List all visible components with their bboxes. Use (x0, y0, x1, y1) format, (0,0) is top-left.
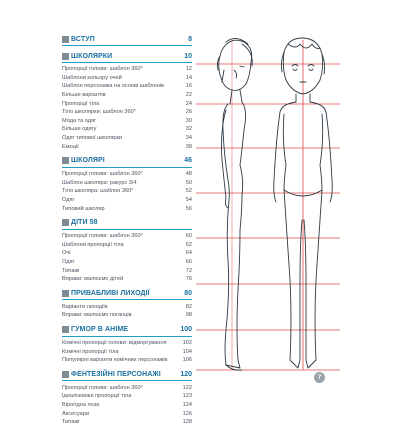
toc-entry-label: Комічні пропорції тіла (62, 348, 119, 355)
toc-entry[interactable] (62, 409, 192, 418)
toc-entry[interactable] (62, 266, 192, 275)
toc-section-title: ПРИВАБЛИВІ ЛИХОДІЇ (71, 289, 150, 297)
toc-entry[interactable] (62, 347, 192, 356)
toc-entry-page: 14 (185, 74, 192, 81)
toc-section-heading-left (62, 219, 98, 226)
toc-entry-label: Комічні пропорції голови: відморгування (62, 339, 167, 346)
toc-entry-page: 62 (185, 241, 192, 248)
toc-entry-page: 32 (185, 126, 192, 133)
proportion-guide-lines (196, 40, 340, 370)
toc-entry[interactable] (62, 241, 192, 250)
square-bullet-icon (62, 371, 69, 378)
toc-entry-label: Пропорції голови: шаблон 360° (62, 66, 143, 73)
toc-entry[interactable] (62, 179, 192, 188)
toc-entry-label: Емоції (62, 143, 79, 150)
toc-entry[interactable] (62, 383, 192, 392)
square-bullet-icon (62, 157, 69, 164)
toc-entry-label: Вправи: малюємо поганців (62, 312, 132, 319)
toc-section (62, 324, 192, 365)
toc-section (62, 217, 192, 284)
toc-entry-page: 22 (185, 92, 192, 99)
toc-section-title: ВСТУП (71, 35, 95, 43)
toc-section-title: ФЕНТЕЗІЙНІ ПЕРСОНАЖІ (71, 370, 161, 378)
toc-entry-label: Мода та одяг (62, 117, 97, 124)
toc-entry-label: Шаблони кольору очей (62, 74, 122, 81)
toc-entry[interactable] (62, 275, 192, 284)
toc-entry-label: Пропорції тіла (62, 100, 100, 107)
toc-entry[interactable] (62, 249, 192, 258)
toc-entry-label: Шаблон школяра: ракурс 3/4 (62, 179, 137, 186)
toc-section-heading-left (62, 371, 161, 378)
toc-entry-label: Шаблон персонажа на основі шаблонів (62, 83, 165, 90)
toc-entry-page: 72 (185, 267, 192, 274)
toc-entry[interactable] (62, 117, 192, 126)
toc-entry[interactable] (62, 356, 192, 365)
toc-entry-page: 60 (185, 233, 192, 240)
toc-entry-page: 98 (185, 312, 192, 319)
toc-section (62, 50, 192, 151)
toc-entry[interactable] (62, 187, 192, 196)
toc-section-heading[interactable] (62, 217, 192, 230)
toc-entry-label: Пропорції голови: шаблон 360° (62, 233, 143, 240)
toc-entry-page: 48 (185, 171, 192, 178)
toc-section-page: 8 (188, 35, 192, 43)
toc-section-heading-left (62, 53, 112, 60)
toc-entry-page: 12 (185, 66, 192, 73)
toc-section (62, 155, 192, 213)
toc-entry-label: Аксесуари (62, 410, 90, 417)
square-bullet-icon (62, 326, 69, 333)
toc-section-title: ШКОЛЯРІ (71, 157, 105, 165)
toc-entry-page: 56 (185, 205, 192, 212)
square-bullet-icon (62, 36, 69, 43)
toc-entry-label: Більше варіантів (62, 92, 106, 99)
toc-section-page: 120 (180, 370, 192, 378)
toc-section-page: 46 (184, 157, 192, 165)
toc-entry-page: 82 (185, 303, 192, 310)
toc-entry-page: 76 (185, 276, 192, 283)
toc-entry[interactable] (62, 108, 192, 117)
square-bullet-icon (62, 290, 69, 297)
table-of-contents (62, 33, 192, 430)
toc-entry[interactable] (62, 170, 192, 179)
toc-entry-label: Пропорції голови: шаблон 360° (62, 384, 143, 391)
toc-entry-page: 128 (182, 419, 192, 426)
toc-entry-label: Типажі (62, 419, 80, 426)
toc-section-heading-left (62, 157, 105, 164)
toc-entry[interactable] (62, 134, 192, 143)
toc-section-title: ШКОЛЯРКИ (71, 52, 113, 60)
toc-entry-label: Одяг (62, 197, 75, 204)
toc-entry-label: Варіанти лиходіїв (62, 303, 108, 310)
toc-entry[interactable] (62, 196, 192, 205)
toc-entry-page: 122 (182, 384, 192, 391)
toc-entry-page: 26 (185, 109, 192, 116)
toc-section-title: ГУМОР В АНІМЕ (71, 326, 129, 334)
toc-section (62, 33, 192, 46)
toc-entry[interactable] (62, 65, 192, 74)
toc-section-heading[interactable] (62, 287, 192, 300)
toc-entry-label: Шаблони пропорції тіла (62, 241, 124, 248)
toc-entry-page: 16 (185, 83, 192, 90)
toc-section-heading[interactable] (62, 33, 192, 46)
toc-entry-page: 38 (185, 143, 192, 150)
toc-entry-label: Одяг типової школярки (62, 135, 123, 142)
toc-entry[interactable] (62, 204, 192, 213)
toc-entry-label: Тіло школяра: шаблон 360° (62, 188, 134, 195)
toc-section-heading[interactable] (62, 50, 192, 63)
toc-entry-page: 30 (185, 117, 192, 124)
toc-entry[interactable] (62, 232, 192, 241)
toc-entry[interactable] (62, 302, 192, 311)
toc-section-page: 10 (184, 52, 192, 60)
toc-entry[interactable] (62, 258, 192, 267)
toc-section-heading[interactable] (62, 324, 192, 337)
toc-entry[interactable] (62, 418, 192, 427)
toc-entry[interactable] (62, 339, 192, 348)
toc-entry[interactable] (62, 125, 192, 134)
toc-entry-page: 123 (182, 393, 192, 400)
toc-entry[interactable] (62, 99, 192, 108)
toc-entry-page: 64 (185, 250, 192, 257)
toc-section (62, 368, 192, 426)
toc-section (62, 287, 192, 319)
toc-entry-label: Пропорції голови: шаблон 360° (62, 171, 143, 178)
toc-entry-label: Більше одягу (62, 126, 97, 133)
toc-entry-page: 102 (182, 339, 192, 346)
toc-entry-page: 104 (182, 348, 192, 355)
toc-entry-label: Популярні варіанти комічних персонажів (62, 357, 168, 364)
toc-section-title: ДІТИ 58 (71, 219, 98, 227)
toc-entry[interactable] (62, 311, 192, 320)
toc-entry[interactable] (62, 91, 192, 100)
toc-entry[interactable] (62, 142, 192, 151)
toc-entry[interactable] (62, 74, 192, 83)
toc-entry-label: Вправи: малюємо дітей (62, 276, 124, 283)
toc-entry[interactable] (62, 392, 192, 401)
toc-entry-page: 24 (185, 100, 192, 107)
toc-section-heading[interactable] (62, 368, 192, 381)
toc-entry-label: Типовий школяр (62, 205, 105, 212)
toc-entry-label: Очі (62, 250, 71, 257)
toc-section-heading-left (62, 290, 150, 297)
toc-entry-label: Тіло школярки: шаблон 360° (62, 109, 136, 116)
toc-section-heading-left (62, 36, 95, 43)
toc-entry-label: Одяг (62, 258, 75, 265)
toc-entry[interactable] (62, 82, 192, 91)
toc-section-page: 80 (184, 289, 192, 297)
toc-section-heading-left (62, 326, 128, 333)
toc-section-page: 100 (180, 326, 192, 334)
square-bullet-icon (62, 53, 69, 60)
toc-entry[interactable] (62, 401, 192, 410)
figure-illustration (196, 30, 340, 375)
toc-entry-label: Вірогідна поза (62, 401, 100, 408)
toc-entry-page: 50 (185, 179, 192, 186)
toc-entry-page: 126 (182, 410, 192, 417)
side-view-figure (217, 38, 252, 370)
toc-entry-page: 52 (185, 188, 192, 195)
toc-entry-page: 124 (182, 401, 192, 408)
toc-entry-page: 66 (185, 258, 192, 265)
toc-section-heading[interactable] (62, 155, 192, 168)
page-number-badge: 7 (314, 372, 325, 383)
toc-entry-label: Типажі (62, 267, 80, 274)
toc-entry-page: 106 (182, 357, 192, 364)
square-bullet-icon (62, 219, 69, 226)
toc-entry-page: 34 (185, 135, 192, 142)
toc-entry-page: 54 (185, 197, 192, 204)
toc-entry-label: Ідеалізовані пропорції тіла (62, 393, 132, 400)
